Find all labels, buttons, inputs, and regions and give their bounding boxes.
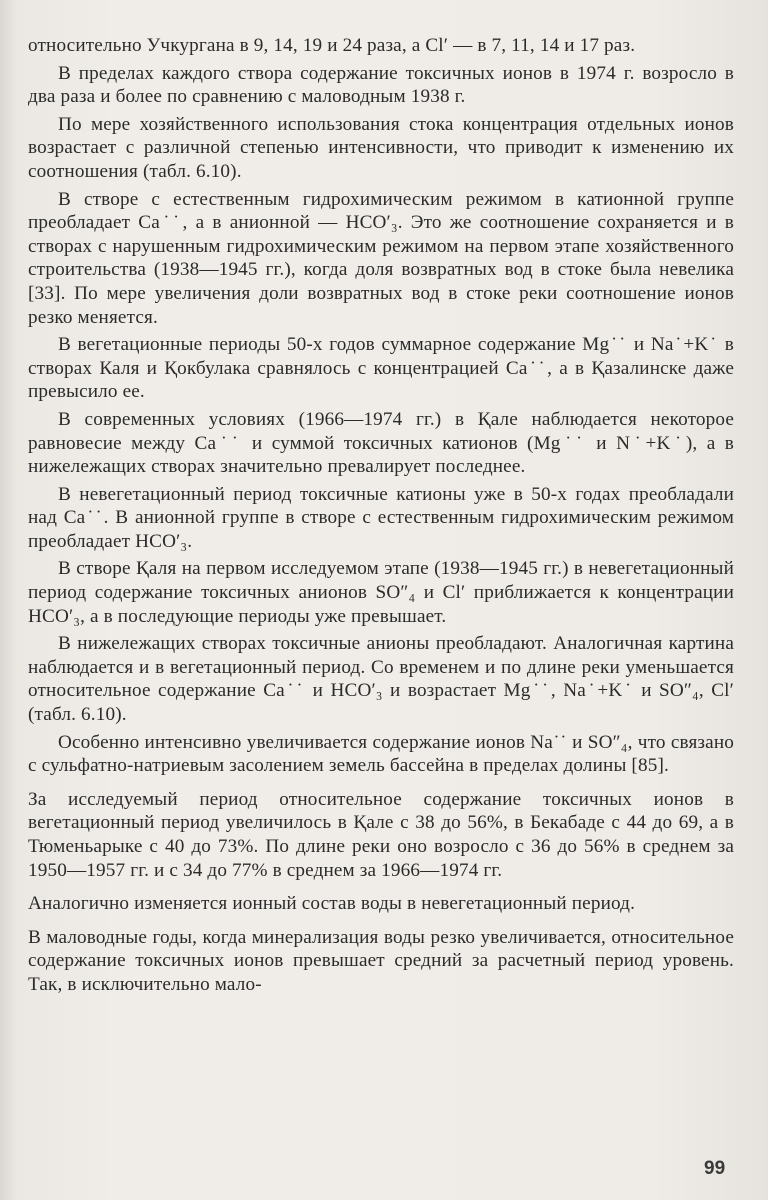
paragraph: В створе Қаля на первом исследуемом этапе (1938—1945 гг.) в невегетационный период содержание токсичных анионов SO″₄ и Cl′ приближается к концентрации HCO′₃, а в последующие периоды уже превышает. bbox=[28, 558, 734, 627]
paragraph: Особенно интенсивно увеличивается содержание ионов Na˙˙ и SO″₄, что связано с сульфатно-натриевым засолением земель бассейна в пределах долины [85]. bbox=[28, 731, 734, 777]
paragraph: относительно Учкургана в 9, 14, 19 и 24 раза, а Cl′ — в 7, 11, 14 и 17 раз. bbox=[28, 35, 636, 56]
paragraph: За исследуемый период относительное содержание токсичных ионов в вегетационный период увеличилось в Қале с 38 до 56%, в Бекабаде с 44 до 69, а в Тюменьарыке с 40 до 73%. По длине реки оно возросло с 36 до 56% в среднем за 1950—1957 гг. и с 34 до 77% в среднем за 1966—1974 гг. bbox=[28, 788, 734, 881]
paragraph: В пределах каждого створа содержание токсичных ионов в 1974 г. возросло в два раза и более по сравнению с маловодным 1938 г. bbox=[28, 62, 734, 108]
paragraph: В невегетационный период токсичные катионы уже в 50-х годах преобладали над Ca˙˙. В анионной группе в створе с естественным гидрохимическим режимом преобладает HCO′₃. bbox=[28, 483, 734, 552]
page-number: 99 bbox=[704, 1158, 726, 1179]
paragraph: В нижележащих створах токсичные анионы преобладают. Аналогичная картина наблюдается и в вегетационный период. Со временем и по длине реки уменьшается относительное содержание Ca˙˙ и HCO′₃ и возрастает Mg˙˙, Na˙+K˙ и SO″₄, Cl′ (табл. 6.10). bbox=[28, 633, 734, 726]
paragraph: В современных условиях (1966—1974 гг.) в Қале наблюдается некоторое равновесие между Ca˙˙ и суммой токсичных катионов (Mg˙˙ и N˙+K˙), а в нижележащих створах значительно превалирует последнее. bbox=[28, 408, 734, 478]
paragraph: Аналогично изменяется ионный состав воды в невегетационный период. bbox=[28, 893, 636, 915]
paragraph: В маловодные годы, когда минерализация воды резко увеличивается, относительное содержание токсичных ионов превышает средний за расчетный период уровень. Так, в исключительно мало- bbox=[28, 926, 734, 995]
paragraph: В створе с естественным гидрохимическим режимом в катионной группе преобладает Ca˙˙, а в анионной — HCO′₃. Это же соотношение сохраняется и в створах с нарушенным гидрохимическим режимом на первом этапе хозяйственного строительства (1938—1945 гг.), когда доля возвратных вод в стоке была невелика [33]. По мере увеличения доли возвратных вод в стоке реки соотношение ионов резко меняется. bbox=[28, 188, 734, 328]
paragraph: В вегетационные периоды 50-х годов суммарное содержание Mg˙˙ и Na˙+K˙ в створах Каля и Қокбулака сравнялось с концентрацией Ca˙˙, а в Қазалинске даже превысило ее. bbox=[28, 334, 734, 403]
paragraph: По мере хозяйственного использования стока концентрация отдельных ионов возрастает с различной степенью интенсивности, что приводит к изменению их соотношения (табл. 6.10). bbox=[28, 113, 734, 182]
body-text bbox=[28, 34, 734, 1001]
